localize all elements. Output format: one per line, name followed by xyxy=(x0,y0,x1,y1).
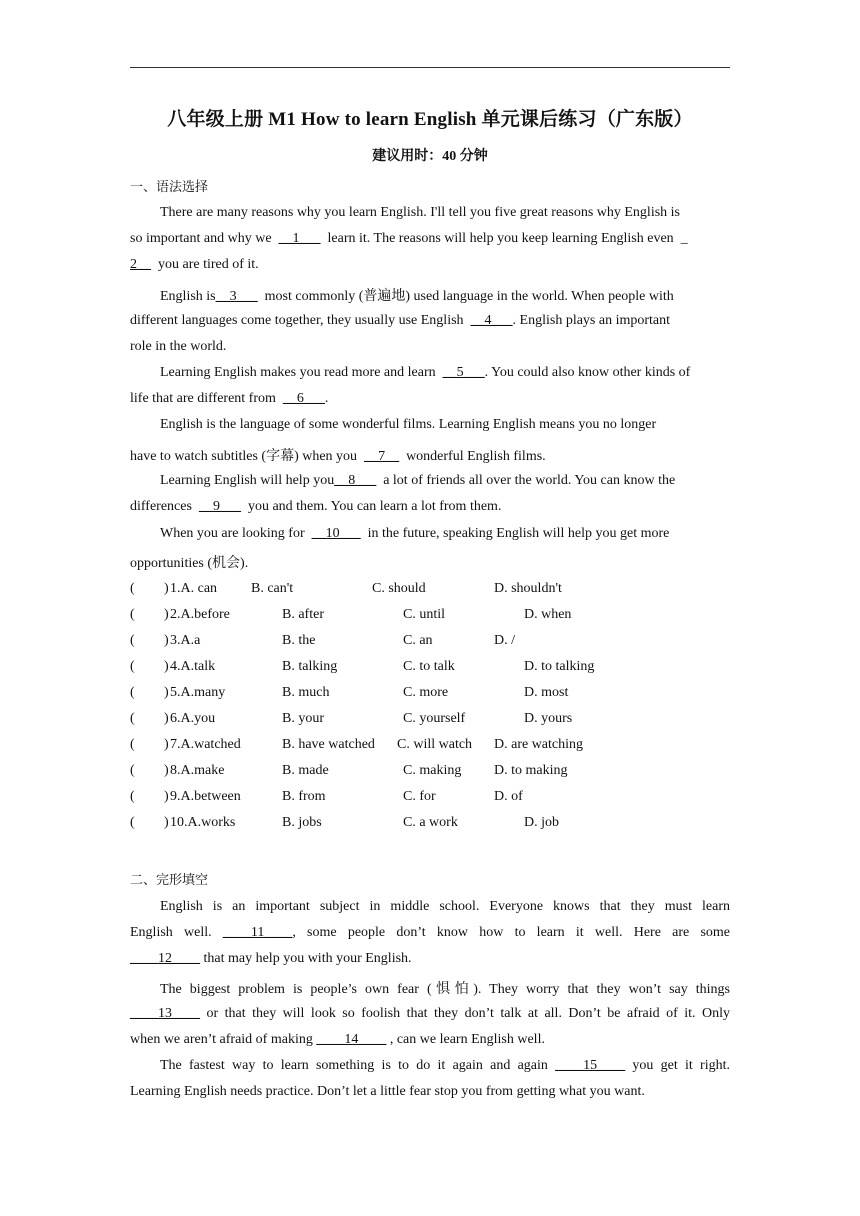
passage-line: ____13____ or that they will look so foolish that they don’t talk at all. Don’t be afraid of it. Only xyxy=(130,1006,730,1021)
blank-1[interactable]: __1___ xyxy=(278,231,321,246)
passage-line: English is an important subject in middle school. Everyone knows that they must learn xyxy=(160,899,730,914)
blank-10[interactable]: __10___ xyxy=(311,526,361,541)
blank-3[interactable]: __3___ xyxy=(215,289,258,304)
option-a[interactable]: 10.A.works xyxy=(170,815,236,830)
answer-paren[interactable]: ( xyxy=(130,607,135,622)
option-a[interactable]: 6.A.you xyxy=(170,711,216,726)
passage-line: have to watch subtitles (字幕) when you __7__ wonderful English films. xyxy=(130,449,546,464)
passage-line: so important and why we __1___ learn it. The reasons will help you keep learning English even _ xyxy=(130,231,688,246)
passage-line: When you are looking for __10___ in the future, speaking English will help you get more xyxy=(160,526,670,541)
question-number: ) xyxy=(164,737,169,752)
question-number: ) xyxy=(164,633,169,648)
blank-8[interactable]: __8___ xyxy=(334,473,377,488)
option-d[interactable]: D. are watching xyxy=(494,737,584,752)
option-d[interactable]: D. when xyxy=(524,607,572,622)
option-d[interactable]: D. / xyxy=(494,633,515,648)
option-d[interactable]: D. of xyxy=(494,789,523,804)
blank-12[interactable]: ____12____ xyxy=(130,951,200,966)
option-c[interactable]: C. yourself xyxy=(403,711,466,726)
option-b[interactable]: B. talking xyxy=(282,659,338,674)
passage-line: Learning English will help you__8___ a lot of friends all over the world. You can know the xyxy=(160,473,676,488)
option-a[interactable]: 7.A.watched xyxy=(170,737,241,752)
passage-line: Learning English makes you read more and learn __5___. You could also know other kinds of xyxy=(160,365,691,380)
passage-line: The fastest way to learn something is to do it again and again ____15____ you get it right. xyxy=(160,1058,730,1073)
answer-paren[interactable]: ( xyxy=(130,685,135,700)
answer-paren[interactable]: ( xyxy=(130,659,135,674)
question-number: ) xyxy=(164,659,169,674)
blank-7[interactable]: __7__ xyxy=(364,449,400,464)
option-b[interactable]: B. from xyxy=(282,789,326,804)
passage-line: different languages come together, they usually use English __4___. English plays an important xyxy=(130,313,671,328)
passage-line: ____12____ that may help you with your English. xyxy=(130,951,412,966)
blank-4[interactable]: __4___ xyxy=(470,313,513,328)
option-c[interactable]: C. more xyxy=(403,685,449,700)
option-c[interactable]: C. an xyxy=(403,633,433,648)
passage-line: Learning English needs practice. Don’t let a little fear stop you from getting what you want. xyxy=(130,1084,645,1099)
passage-line: when we aren’t afraid of making ____14____ , can we learn English well. xyxy=(130,1032,545,1047)
answer-paren[interactable]: ( xyxy=(130,581,135,596)
question-number: ) xyxy=(164,581,169,596)
option-d[interactable]: D. to making xyxy=(494,763,568,778)
option-c[interactable]: C. should xyxy=(372,581,426,596)
answer-paren[interactable]: ( xyxy=(130,633,135,648)
answer-paren[interactable]: ( xyxy=(130,815,135,830)
option-a[interactable]: 1.A. can xyxy=(170,581,218,596)
question-number: ) xyxy=(164,711,169,726)
option-b[interactable]: B. made xyxy=(282,763,329,778)
passage-line: There are many reasons why you learn English. I'll tell you five great reasons why English is xyxy=(160,205,680,220)
section2-heading: 二、完形填空 xyxy=(130,873,209,888)
blank-5[interactable]: __5___ xyxy=(442,365,485,380)
option-c[interactable]: C. to talk xyxy=(403,659,455,674)
option-b[interactable]: B. much xyxy=(282,685,330,700)
option-a[interactable]: 4.A.talk xyxy=(170,659,216,674)
blank-15[interactable]: ____15____ xyxy=(555,1058,626,1073)
answer-paren[interactable]: ( xyxy=(130,789,135,804)
option-a[interactable]: 2.A.before xyxy=(170,607,230,622)
section1-heading: 一、语法选择 xyxy=(130,180,209,195)
option-d[interactable]: D. shouldn't xyxy=(494,581,562,596)
blank-11[interactable]: ____11____ xyxy=(222,925,293,940)
option-b[interactable]: B. after xyxy=(282,607,324,622)
option-c[interactable]: C. a work xyxy=(403,815,458,830)
option-c[interactable]: C. for xyxy=(403,789,436,804)
answer-paren[interactable]: ( xyxy=(130,763,135,778)
question-number: ) xyxy=(164,815,169,830)
option-b[interactable]: B. have watched xyxy=(282,737,375,752)
blank-2[interactable]: 2__ xyxy=(130,257,151,272)
option-a[interactable]: 9.A.between xyxy=(170,789,241,804)
blank-9[interactable]: __9___ xyxy=(198,499,241,514)
header-rule xyxy=(130,67,730,68)
option-b[interactable]: B. the xyxy=(282,633,316,648)
passage-line: English well. ____11____, some people don’t know how to learn it well. Here are some xyxy=(130,925,731,940)
passage-line: 2__ you are tired of it. xyxy=(130,257,259,272)
time-note: 建议用时：40 分钟 xyxy=(372,149,488,164)
passage-line: The biggest problem is people’s own fear (惧怕). They worry that they won’t say things xyxy=(160,982,730,997)
option-c[interactable]: C. will watch xyxy=(397,737,473,752)
option-b[interactable]: B. jobs xyxy=(282,815,322,830)
passage-line: role in the world. xyxy=(130,339,227,354)
answer-paren[interactable]: ( xyxy=(130,737,135,752)
option-d[interactable]: D. job xyxy=(524,815,559,830)
passage-line: English is the language of some wonderful films. Learning English means you no longer xyxy=(160,417,657,432)
option-d[interactable]: D. yours xyxy=(524,711,573,726)
passage-line: opportunities (机会). xyxy=(130,556,249,571)
answer-paren[interactable]: ( xyxy=(130,711,135,726)
option-b[interactable]: B. can't xyxy=(251,581,294,596)
question-number: ) xyxy=(164,685,169,700)
option-a[interactable]: 8.A.make xyxy=(170,763,225,778)
blank-14[interactable]: ____14____ xyxy=(316,1032,387,1047)
question-number: ) xyxy=(164,789,169,804)
passage-line: life that are different from __6___. xyxy=(130,391,329,406)
option-d[interactable]: D. most xyxy=(524,685,569,700)
passage-line: English is__3___ most commonly (普遍地) used language in the world. When people with xyxy=(160,289,674,304)
option-a[interactable]: 3.A.a xyxy=(170,633,201,648)
passage-line: differences __9___ you and them. You can learn a lot from them. xyxy=(130,499,502,514)
option-b[interactable]: B. your xyxy=(282,711,324,726)
page-title: 八年级上册 M1 How to learn English 单元课后练习（广东版） xyxy=(167,109,693,130)
option-c[interactable]: C. making xyxy=(403,763,462,778)
question-number: ) xyxy=(164,607,169,622)
option-d[interactable]: D. to talking xyxy=(524,659,595,674)
blank-13[interactable]: ____13____ xyxy=(130,1006,200,1021)
question-number: ) xyxy=(164,763,169,778)
option-a[interactable]: 5.A.many xyxy=(170,685,226,700)
blank-6[interactable]: __6___ xyxy=(282,391,325,406)
option-c[interactable]: C. until xyxy=(403,607,446,622)
